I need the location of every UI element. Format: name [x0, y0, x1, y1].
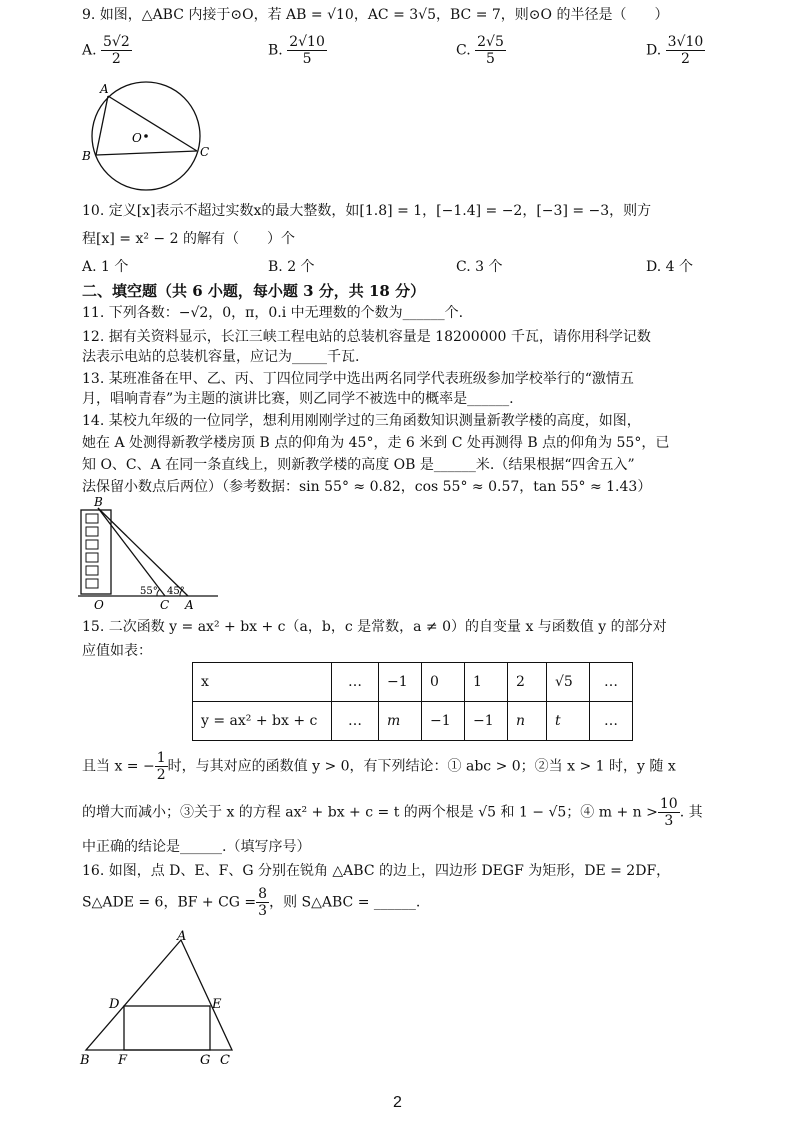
q9-label-o: O — [132, 131, 142, 145]
q15-cond-post: 时，与其对应的函数值 y > 0，有下列结论：① abc > 0；②当 x > 1 时，y 随 x — [167, 758, 676, 775]
q15-line4 — [82, 796, 703, 829]
q14-line1: 14. 某校九年级的一位同学，想利用刚刚学过的三角函数知识测量新教学楼的高度，如图， — [82, 413, 641, 429]
q15-line2: 应值如表： — [82, 643, 152, 659]
q16-line2 — [82, 886, 420, 919]
q15-cell: 0 — [422, 663, 465, 702]
q15-cond-pre: 且当 x = − — [82, 758, 155, 775]
q9-option-a — [82, 34, 132, 67]
q9-option-c-letter: C. — [456, 42, 471, 59]
q10-option-a: A. 1 个 — [82, 259, 129, 275]
q9-option-b-letter: B. — [268, 42, 283, 59]
q9-center-dot — [144, 134, 148, 138]
q14-label-b: B — [94, 496, 103, 509]
q15-cell: … — [590, 702, 633, 741]
q15-cell: n — [508, 702, 547, 741]
q15-cell: y = ax² + bx + c — [193, 702, 332, 741]
q15-line4-post: . 其 — [679, 804, 703, 821]
q9-option-b-den: 5 — [302, 51, 312, 67]
q10-option-c: C. 3 个 — [456, 259, 503, 275]
table-row — [193, 702, 633, 741]
q14-angle-45: 45° — [167, 586, 185, 597]
q9-stem: 9. 如图，△ABC 内接于⊙O，若 AB = √10，AC = 3√5，BC = 7，则⊙O 的半径是（ ） — [82, 7, 669, 23]
q14-line2: 她在 A 处测得新教学楼房顶 B 点的仰角为 45°，走 6 米到 C 处再测得 B 点的仰角为 55°，已 — [82, 435, 670, 451]
q14-sightline-c — [98, 508, 165, 596]
page-number: 2 — [393, 1094, 402, 1111]
q9-option-c-den: 5 — [486, 51, 495, 67]
q16-label-d: D — [109, 997, 120, 1012]
q10-option-b: B. 2 个 — [268, 259, 315, 275]
q15-cell: … — [590, 663, 633, 702]
q9-option-a-letter: A. — [82, 42, 97, 59]
q9-option-d-num: 3√10 — [667, 34, 704, 50]
q16-line1: 16. 如图，点 D、E、F、G 分别在锐角 △ABC 的边上，四边形 DEGF 为矩形，DE = 2DF， — [82, 863, 671, 879]
q14-line4: 法保留小数点后两位）（参考数据：sin 55° ≈ 0.82，cos 55° ≈ 0.57，tan 55° ≈ 1.43） — [82, 479, 652, 495]
q16-label-b: B — [80, 1053, 90, 1068]
q9-option-c — [456, 34, 506, 67]
q16-line2-num: 8 — [258, 886, 268, 902]
section-heading-fill-blank: 二、填空题（共 6 小题，每小题 3 分，共 18 分） — [82, 282, 426, 300]
q14-angle-55: 55° — [140, 586, 158, 597]
q16-label-a: A — [177, 929, 187, 944]
q15-cell: … — [332, 702, 379, 741]
q14-building-figure — [78, 496, 228, 612]
q16-label-g: G — [200, 1053, 211, 1068]
q12-line2: 法表示电站的总装机容量，应记为_____千瓦. — [82, 349, 360, 365]
q15-cell: 1 — [465, 663, 508, 702]
q16-label-c: C — [220, 1053, 230, 1068]
q9-option-d-den: 2 — [681, 51, 690, 67]
q9-option-b-num: 2√10 — [289, 34, 325, 50]
q9-option-a-den: 2 — [111, 51, 121, 67]
q16-label-e: E — [212, 997, 222, 1012]
q11-text: 11. 下列各数：−√2，0，π，0.i̇ 中无理数的个数为______个. — [82, 305, 464, 321]
q15-line4-num: 10 — [659, 796, 678, 812]
q16-label-f: F — [118, 1053, 128, 1068]
q12-line1: 12. 据有关资料显示，长江三峡工程电站的总装机容量是 18200000 千瓦，请你用科学记数 — [82, 329, 651, 345]
q15-value-table — [192, 662, 633, 741]
q10-line1: 10. 定义[x]表示不超过实数x的最大整数，如[1.8] = 1，[−1.4] = −2，[−3] = −3，则方 — [82, 203, 652, 219]
q15-cell: t — [547, 702, 590, 741]
q13-line2: 月，唱响青春”为主题的演讲比赛，则乙同学不被选中的概率是______. — [82, 391, 514, 407]
q15-cell: −1 — [379, 663, 422, 702]
q15-line4-den: 3 — [664, 813, 674, 829]
q10-line2: 程[x] = x² − 2 的解有（ ）个 — [82, 231, 295, 247]
q9-label-b: B — [82, 149, 91, 163]
q9-side-bc — [96, 151, 197, 155]
q15-line1: 15. 二次函数 y = ax² + bx + c（a，b，c 是常数，a ≠ 0）的自变量 x 与函数值 y 的部分对 — [82, 619, 667, 635]
q9-option-d-letter: D. — [646, 42, 662, 59]
q9-option-b — [268, 34, 327, 67]
q10-option-d: D. 4 个 — [646, 259, 693, 275]
q9-option-a-num: 5√2 — [103, 34, 130, 50]
q16-line2-den: 3 — [258, 903, 268, 919]
q9-side-ac — [108, 96, 197, 151]
q15-cell: 2 — [508, 663, 547, 702]
q15-cell: x — [193, 663, 332, 702]
q14-line3: 知 O、C、A 在同一条直线上，则新教学楼的高度 OB 是______米.（结果根据“四舍五入” — [82, 457, 635, 473]
q15-line5: 中正确的结论是______.（填写序号） — [82, 839, 311, 855]
q16-triangle-figure — [76, 926, 246, 1068]
q15-cell: −1 — [465, 702, 508, 741]
q9-option-c-num: 2√5 — [477, 34, 504, 50]
q15-cell: √5 — [547, 663, 590, 702]
q15-cell: −1 — [422, 702, 465, 741]
q14-label-c: C — [160, 598, 170, 612]
q16-rectangle-degf — [124, 1006, 210, 1050]
q16-line2-post: ，则 S△ABC = ______. — [269, 894, 421, 911]
q14-label-a: A — [185, 598, 194, 612]
q15-cond-den: 2 — [156, 767, 166, 783]
q15-cell: m — [379, 702, 422, 741]
q9-circle-figure — [78, 76, 218, 196]
q13-line1: 13. 某班准备在甲、乙、丙、丁四位同学中选出两名同学代表班级参加学校举行的“激情五 — [82, 371, 634, 387]
q16-line2-pre: S△ADE = 6，BF + CG = — [82, 894, 257, 911]
q9-label-c: C — [200, 145, 210, 159]
table-row — [193, 663, 633, 702]
q9-option-d — [646, 34, 705, 67]
q14-label-o: O — [94, 598, 104, 612]
q15-condition — [82, 750, 676, 783]
q15-cond-num: 1 — [156, 750, 166, 766]
q14-windows — [86, 514, 98, 588]
q15-cell: … — [332, 663, 379, 702]
q15-line4-pre: 的增大而减小；③关于 x 的方程 ax² + bx + c = t 的两个根是 √5 和 1 − √5；④ m + n > — [82, 804, 658, 821]
q9-label-a: A — [100, 82, 109, 96]
